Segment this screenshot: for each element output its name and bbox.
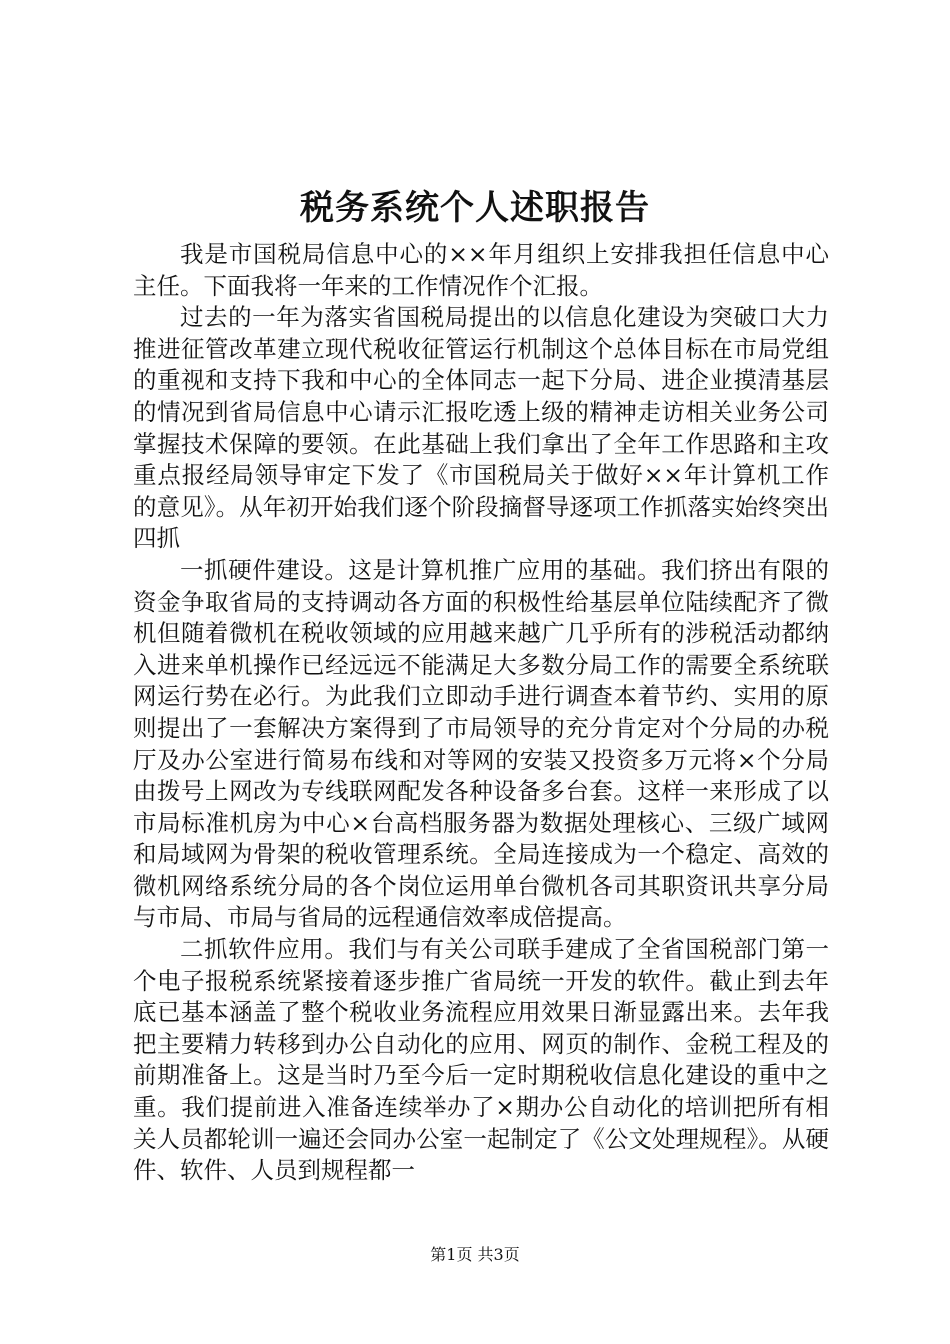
- paragraph-software: 二抓软件应用。我们与有关公司联手建成了全省国税部门第一个电子报税系统紧接着逐步推广省局统一开发的软件。截止到去年底已基本涵盖了整个税收业务流程应用效果日渐显露出来。去年我把主要精力转移到办公自动化的应用、网页的制作、金税工程及的前期准备上。这是当时乃至今后一定时期税收信息化建设的重中之重。我们提前进入准备连续举办了×期办公自动化的培训把所有相关人员都轮训一遍还会同办公室一起制定了《公文处理规程》。从硬件、软件、人员到规程都一: [133, 935, 829, 1185]
- document-title: 税务系统个人述职报告: [300, 188, 650, 228]
- paragraph-hardware: 一抓硬件建设。这是计算机推广应用的基础。我们挤出有限的资金争取省局的支持调动各方面的积极性给基层单位陆续配齐了微机但随着微机在税收领域的应用越来越广几乎所有的涉税活动都纳入进来单机操作已经远远不能满足大多数分局工作的需要全系统联网运行势在必行。为此我们立即动手进行调查本着节约、实用的原则提出了一套解决方案得到了市局领导的充分肯定对个分局的办税厅及办公室进行简易布线和对等网的安装又投资多万元将×个分局由拨号上网改为专线联网配发各种设备多台套。这样一来形成了以市局标准机房为中心×台高档服务器为数据处理核心、三级广域网和局域网为骨架的税收管理系统。全局连接成为一个稳定、高效的微机网络系统分局的各个岗位运用单台微机各司其职资讯共享分局与市局、市局与省局的远程通信效率成倍提高。: [133, 555, 829, 932]
- document-body: [133, 239, 829, 1187]
- paragraph-overview: 过去的一年为落实省国税局提出的以信息化建设为突破口大力推进征管改革建立现代税收征管运行机制这个总体目标在市局党组的重视和支持下我和中心的全体同志一起下分局、进企业摸清基层的情况到省局信息中心请示汇报吃透上级的精神走访相关业务公司掌握技术保障的要领。在此基础上我们拿出了全年工作思路和主攻重点报经局领导审定下发了《市国税局关于做好××年计算机工作的意见》。从年初开始我们逐个阶段摘督导逐项工作抓落实始终突出四抓: [133, 303, 829, 553]
- page-footer: 第1页 共3页: [430, 1245, 520, 1264]
- paragraph-intro: 我是市国税局信息中心的××年月组织上安排我担任信息中心主任。下面我将一年来的工作情况作个汇报。: [133, 240, 829, 300]
